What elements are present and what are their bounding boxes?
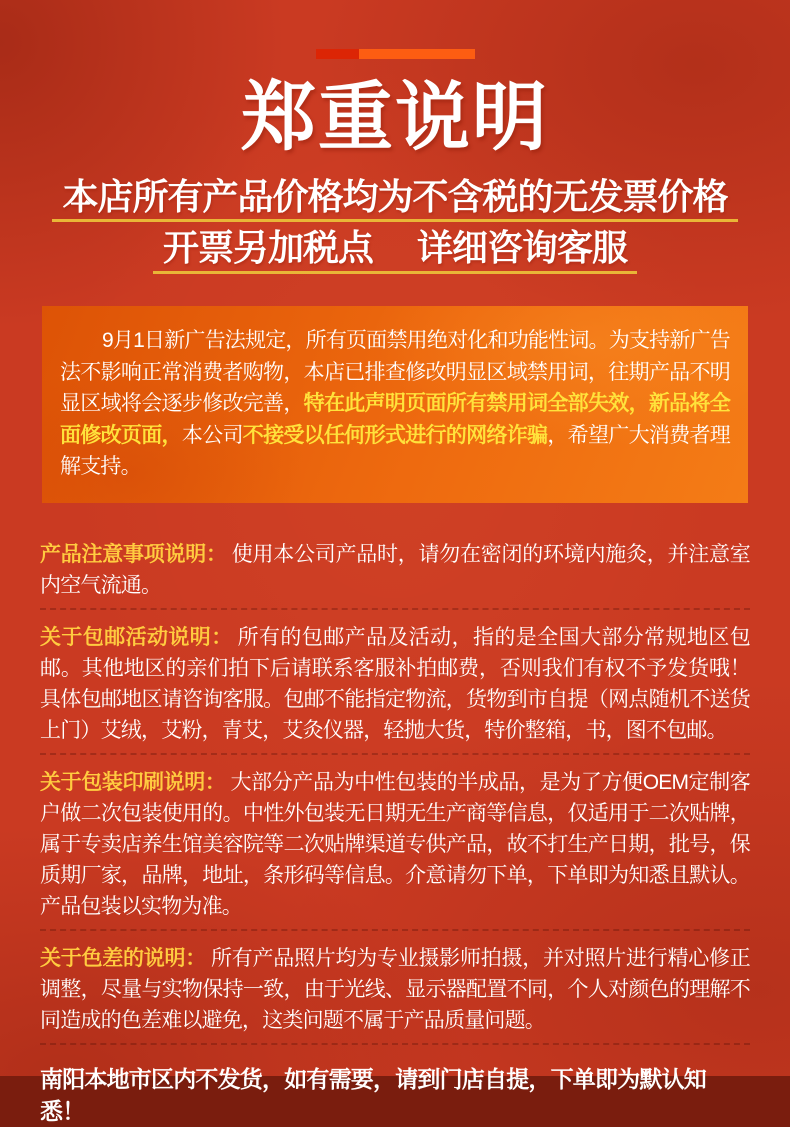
ad-law-notice-box xyxy=(42,306,748,503)
notice-highlight-text: 特在此声明页面所有禁用词全部失效，新品将全面修改页面， xyxy=(60,392,730,447)
subtitle-line-2: 开票另加税点 详细咨询客服 xyxy=(153,229,637,274)
dashed-divider xyxy=(40,753,750,755)
decorative-bar xyxy=(0,0,790,59)
notice-highlight-text: 不接受以任何形式进行的网络诈骗 xyxy=(242,423,548,447)
section-text: 使用本公司产品时，请勿在密闭的环境内施灸，并注意室内空气流通。 xyxy=(40,542,750,597)
section-paragraph xyxy=(40,943,750,1036)
subtitle-line-1: 本店所有产品价格均为不含税的无发票价格 xyxy=(52,178,737,223)
page-title: 郑重说明 xyxy=(240,75,549,159)
dashed-divider xyxy=(40,929,750,931)
section-paragraph xyxy=(40,622,750,746)
section-text: 所有的包邮产品及活动，指的是全国大部分常规地区包邮。其他地区的亲们拍下后请联系客服补拍邮费，否则我们有权不予发货哦！ 具体包邮地区请咨询客服。包邮不能指定物流，货物到市自提（网点随机不送货上门）艾绒，艾粉，青艾，艾灸仪器，轻抛大货，特价整箱，书，图不包邮。 xyxy=(40,625,750,742)
notice-normal-text: ，希望广大消费者理解支持。 xyxy=(60,423,731,479)
dashed-divider xyxy=(40,608,750,610)
section-text: 所有产品照片均为专业摄影师拍摄，并对照片进行精心修正调整，尽量与实物保持一致，由于光线、显示器配置不同，个人对颜色的理解不同造成的色差难以避免，这类问题不属于产品质量问题。 xyxy=(40,946,750,1032)
bar-segment-dark-red xyxy=(316,49,359,59)
notice-normal-text: 本公司 xyxy=(181,423,243,447)
ad-law-notice-text xyxy=(60,325,730,483)
section-label: 关于包邮活动说明： xyxy=(40,625,233,649)
bar-segment-orange xyxy=(359,49,475,59)
section-paragraph xyxy=(40,767,750,922)
notice-normal-text: 9月1日新广告法规定，所有页面禁用绝对化和功能性词。为支持新广告法不影响正常消费者购物，本店已排查修改明显区域禁用词，往期产品不明显区域将会逐步修改完善， xyxy=(60,329,730,416)
section-label: 关于色差的说明： xyxy=(40,946,207,970)
subtitle-block xyxy=(0,175,790,275)
info-sections xyxy=(40,539,750,1045)
local-pickup-note: 南阳本地市区内不发货，如有需要，请到门店自提，下单即为默认知悉！ xyxy=(40,1065,707,1124)
section-label: 关于包装印刷说明： xyxy=(40,770,226,794)
dashed-divider xyxy=(40,1043,750,1045)
section-paragraph xyxy=(40,539,750,601)
section-text: 大部分产品为中性包装的半成品，是为了方便OEM定制客户做二次包装使用的。中性外包装无日期无生产商等信息，仅适用于二次贴牌，属于专卖店养生馆美容院等二次贴牌渠道专供产品，故不打生产日期，批号，保质期厂家，品牌，地址，条形码等信息。介意请勿下单，下单即为知悉且默认。产品包装以实物为准。 xyxy=(40,770,750,918)
section-label: 产品注意事项说明： xyxy=(40,542,227,566)
